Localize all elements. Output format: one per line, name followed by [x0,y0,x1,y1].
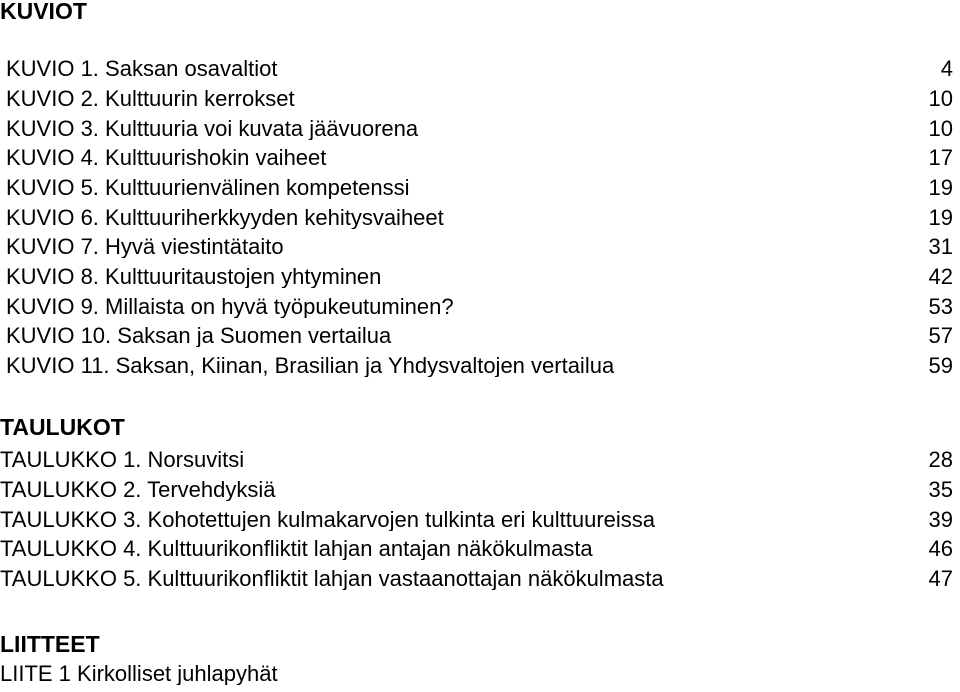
list-item-page: 57 [928,323,953,348]
list-item [6,207,953,229]
list-item-label: KUVIO 8. Kulttuuritaustojen yhtyminen [6,266,382,288]
list-item-label: KUVIO 2. Kulttuurin kerrokset [6,88,295,110]
list-item-page: 10 [928,116,953,141]
list-item [0,479,953,501]
list-item-label: KUVIO 7. Hyvä viestintätaito [6,236,284,258]
list-item-label: KUVIO 5. Kulttuurienvälinen kompetenssi [6,177,410,199]
list-item [0,663,600,685]
list-item-page: 28 [928,447,953,472]
section-heading-taulukot: TAULUKOT [0,414,125,440]
list-item-label: KUVIO 9. Millaista on hyvä työpukeutuminen? [6,296,454,318]
list-item [6,355,953,377]
list-item [0,509,953,531]
list-item-label: TAULUKKO 5. Kulttuurikonfliktit lahjan vastaanottajan näkökulmasta [0,568,664,590]
list-item-page: 46 [928,536,953,561]
list-item-label: KUVIO 6. Kulttuuriherkkyyden kehitysvaiheet [6,207,444,229]
list-item-page: 53 [928,294,953,319]
list-item [6,296,953,318]
list-item [0,449,953,471]
list-item [6,147,953,169]
section-heading-liitteet: LIITTEET [0,631,100,657]
list-item-label: KUVIO 11. Saksan, Kiinan, Brasilian ja Yhdysvaltojen vertailua [6,355,615,377]
list-item [6,177,953,199]
list-item [6,88,953,110]
list-item-page: 31 [928,234,953,259]
list-item-label: KUVIO 10. Saksan ja Suomen vertailua [6,325,392,347]
list-item-label: LIITE 1 Kirkolliset juhlapyhät [0,663,278,685]
list-item [0,538,953,560]
list-item-label: TAULUKKO 1. Norsuvitsi [0,449,245,471]
list-item-page: 10 [928,86,953,111]
list-item-label: TAULUKKO 2. Tervehdyksiä [0,479,276,501]
list-item [6,58,953,80]
list-item-label: TAULUKKO 3. Kohotettujen kulmakarvojen tulkinta eri kulttuureissa [0,509,656,531]
list-item-label: KUVIO 1. Saksan osavaltiot [6,58,278,80]
list-item-label: TAULUKKO 4. Kulttuurikonfliktit lahjan antajan näkökulmasta [0,538,593,560]
list-item-page: 47 [928,566,953,591]
list-item [6,325,953,347]
list-item-page: 59 [928,353,953,378]
list-item [6,266,953,288]
list-item-page: 19 [928,175,953,200]
list-item-label: KUVIO 4. Kulttuurishokin vaiheet [6,147,327,169]
list-item [6,118,953,140]
list-item-page: 17 [928,145,953,170]
list-item-page: 39 [928,507,953,532]
list-item [0,568,953,590]
list-item-page: 42 [928,264,953,289]
list-item [6,236,953,258]
list-item-page: 4 [940,56,953,81]
list-item-page: 19 [928,205,953,230]
list-item-page: 35 [928,477,953,502]
list-item-label: KUVIO 3. Kulttuuria voi kuvata jäävuorena [6,118,419,140]
section-heading-kuviot: KUVIOT [0,0,87,24]
